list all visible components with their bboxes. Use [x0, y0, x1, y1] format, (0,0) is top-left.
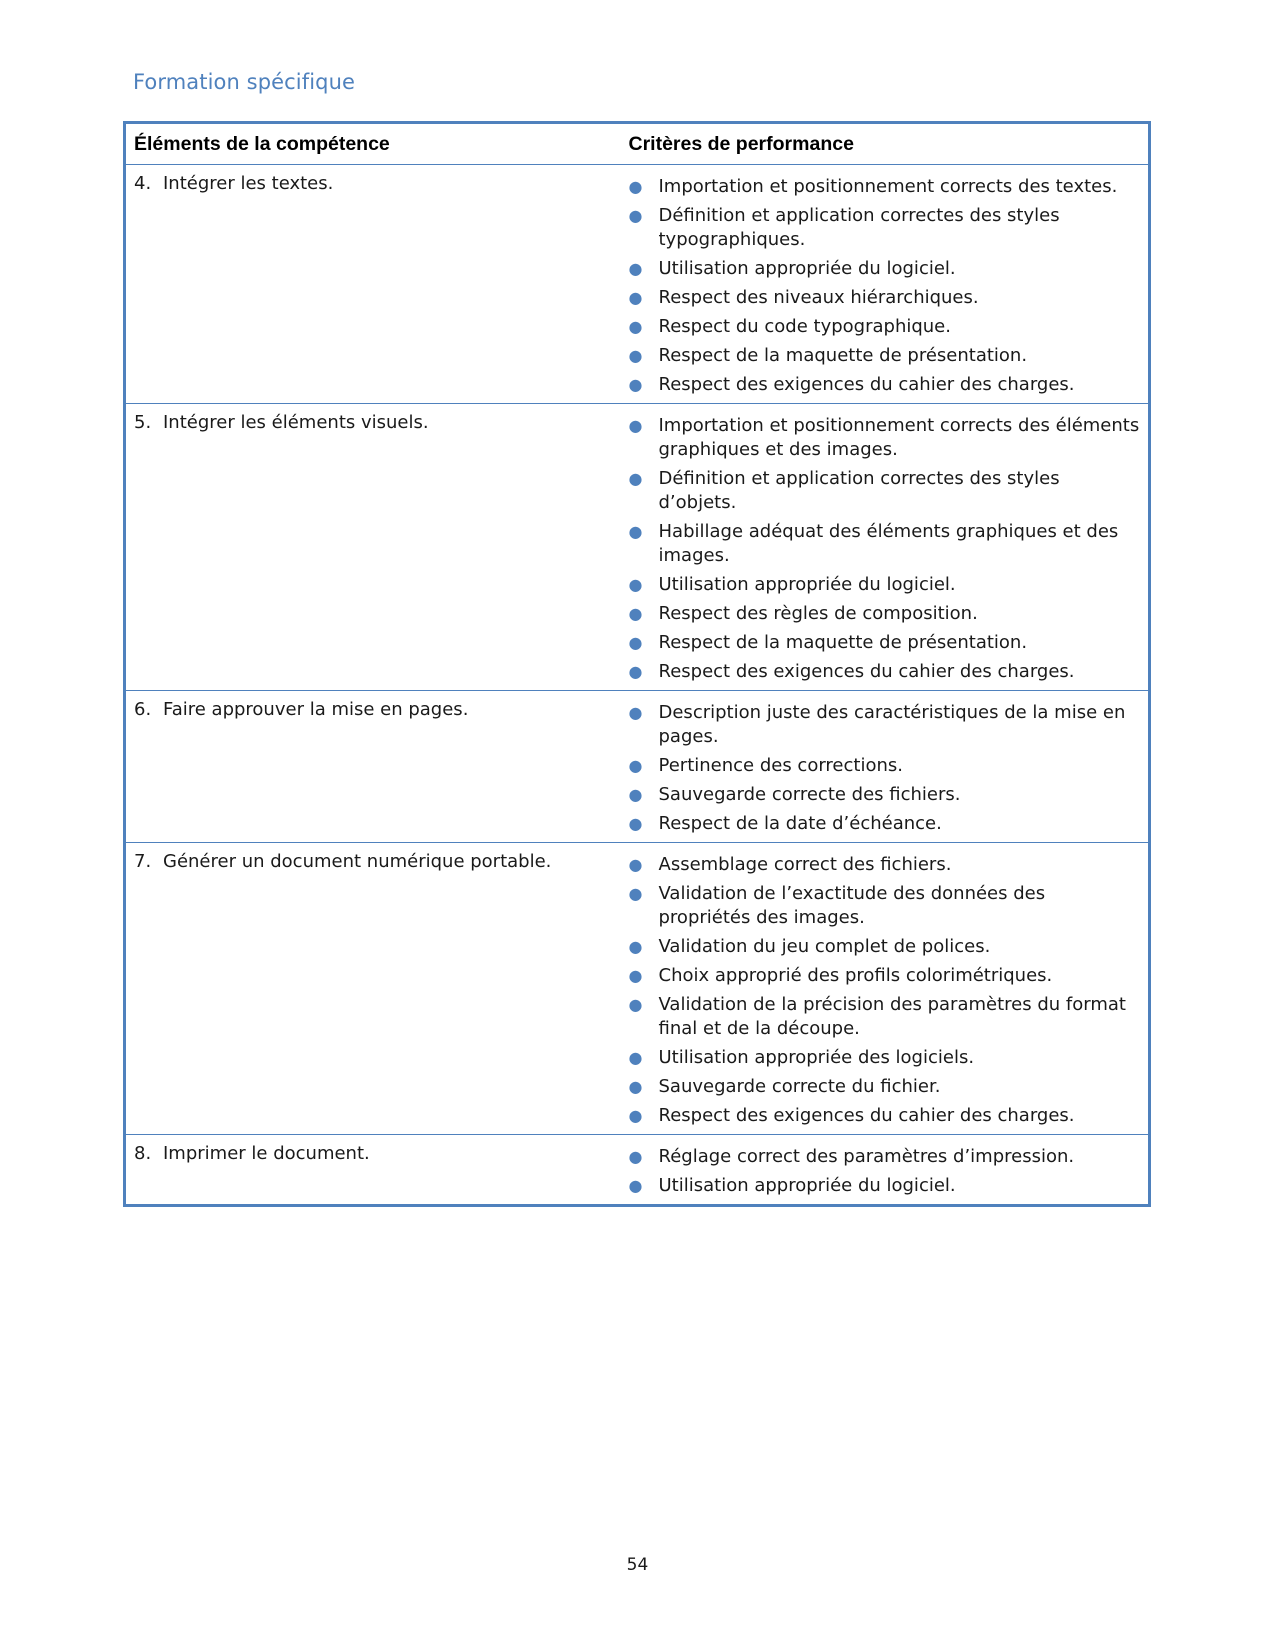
element-cell	[125, 165, 621, 404]
list-item	[629, 520, 1141, 568]
bullet-icon: ●	[628, 995, 643, 1014]
criterion-text: Respect des exigences du cahier des charges.	[658, 1105, 1075, 1126]
criterion-text: Définition et application correctes des styles d’objets.	[658, 468, 1060, 513]
bullet-icon: ●	[628, 814, 643, 833]
criterion-text: Utilisation appropriée du logiciel.	[658, 1175, 956, 1196]
list-item	[629, 631, 1141, 655]
criteria-list	[629, 701, 1141, 836]
bullet-icon: ●	[628, 259, 643, 278]
criterion-text: Respect de la maquette de présentation.	[658, 632, 1028, 653]
element-number: 6.	[134, 699, 152, 720]
element-label: Intégrer les textes.	[163, 173, 334, 194]
element-label: Intégrer les éléments visuels.	[163, 412, 429, 433]
bullet-icon: ●	[628, 346, 643, 365]
list-item	[629, 1174, 1141, 1198]
criterion-text: Utilisation appropriée des logiciels.	[658, 1047, 975, 1068]
list-item	[629, 853, 1141, 877]
element-cell	[125, 1135, 621, 1206]
bullet-icon: ●	[628, 884, 643, 903]
list-item	[629, 1075, 1141, 1099]
list-item	[629, 754, 1141, 778]
list-item	[629, 373, 1141, 397]
bullet-icon: ●	[628, 703, 643, 722]
list-item	[629, 1046, 1141, 1070]
bullet-icon: ●	[628, 416, 643, 435]
criterion-text: Description juste des caractéristiques de la mise en pages.	[658, 702, 1126, 747]
list-item	[629, 414, 1141, 462]
criterion-text: Habillage adéquat des éléments graphiques et des images.	[658, 521, 1119, 566]
criterion-text: Choix approprié des profils colorimétriques.	[658, 965, 1053, 986]
list-item	[629, 964, 1141, 988]
list-item	[629, 1145, 1141, 1169]
bullet-icon: ●	[628, 177, 643, 196]
bullet-icon: ●	[628, 1147, 643, 1166]
table-row	[125, 691, 1150, 843]
criterion-text: Sauvegarde correcte du fichier.	[658, 1076, 941, 1097]
criterion-text: Importation et positionnement corrects des éléments graphiques et des images.	[658, 415, 1140, 460]
criteria-list	[629, 175, 1141, 397]
list-item	[629, 286, 1141, 310]
bullet-icon: ●	[628, 317, 643, 336]
bullet-icon: ●	[628, 756, 643, 775]
criterion-text: Validation de la précision des paramètres du format final et de la découpe.	[658, 994, 1126, 1039]
element-number: 8.	[134, 1143, 152, 1164]
element-cell	[125, 691, 621, 843]
list-item	[629, 993, 1141, 1041]
bullet-icon: ●	[628, 1176, 643, 1195]
criterion-text: Assemblage correct des fichiers.	[658, 854, 952, 875]
criterion-text: Respect de la date d’échéance.	[658, 813, 942, 834]
element-cell	[125, 843, 621, 1135]
list-item	[629, 257, 1141, 281]
bullet-icon: ●	[628, 206, 643, 225]
criterion-text: Utilisation appropriée du logiciel.	[658, 574, 956, 595]
element-number: 7.	[134, 851, 152, 872]
element-label: Faire approuver la mise en pages.	[163, 699, 469, 720]
table-body	[125, 165, 1150, 1206]
bullet-icon: ●	[628, 375, 643, 394]
criterion-text: Utilisation appropriée du logiciel.	[658, 258, 956, 279]
element-cell	[125, 404, 621, 691]
competence-table	[123, 121, 1151, 1207]
criteria-list	[629, 414, 1141, 684]
table-row	[125, 1135, 1150, 1206]
criterion-text: Respect des règles de composition.	[658, 603, 978, 624]
criteria-cell	[621, 691, 1150, 843]
criteria-list	[629, 1145, 1141, 1198]
criteria-cell	[621, 165, 1150, 404]
bullet-icon: ●	[628, 633, 643, 652]
bullet-icon: ●	[628, 1048, 643, 1067]
list-item	[629, 344, 1141, 368]
list-item	[629, 701, 1141, 749]
list-item	[629, 882, 1141, 930]
list-item	[629, 175, 1141, 199]
element-number: 4.	[134, 173, 152, 194]
bullet-icon: ●	[628, 575, 643, 594]
criterion-text: Pertinence des corrections.	[658, 755, 903, 776]
list-item	[629, 467, 1141, 515]
list-item	[629, 573, 1141, 597]
criteria-cell	[621, 843, 1150, 1135]
criterion-text: Définition et application correctes des styles typographiques.	[658, 205, 1060, 250]
criterion-text: Respect des exigences du cahier des charges.	[658, 374, 1075, 395]
list-item	[629, 660, 1141, 684]
criterion-text: Importation et positionnement corrects des textes.	[658, 176, 1118, 197]
criteria-list	[629, 853, 1141, 1128]
bullet-icon: ●	[628, 288, 643, 307]
table-row	[125, 165, 1150, 404]
element-number: 5.	[134, 412, 152, 433]
criterion-text: Respect de la maquette de présentation.	[658, 345, 1028, 366]
header-criteria: Critères de performance	[621, 123, 1150, 165]
criterion-text: Validation de l’exactitude des données des propriétés des images.	[658, 883, 1046, 928]
bullet-icon: ●	[628, 469, 643, 488]
section-title: Formation spécifique	[133, 70, 356, 94]
criteria-cell	[621, 1135, 1150, 1206]
page-number: 54	[626, 1555, 649, 1575]
bullet-icon: ●	[628, 1077, 643, 1096]
bullet-icon: ●	[628, 966, 643, 985]
list-item	[629, 204, 1141, 252]
bullet-icon: ●	[628, 785, 643, 804]
list-item	[629, 783, 1141, 807]
table-row	[125, 404, 1150, 691]
bullet-icon: ●	[628, 662, 643, 681]
element-label: Générer un document numérique portable.	[163, 851, 552, 872]
list-item	[629, 315, 1141, 339]
criterion-text: Sauvegarde correcte des fichiers.	[658, 784, 961, 805]
list-item	[629, 602, 1141, 626]
header-elements: Éléments de la compétence	[125, 123, 621, 165]
criterion-text: Respect des niveaux hiérarchiques.	[658, 287, 979, 308]
list-item	[629, 1104, 1141, 1128]
list-item	[629, 812, 1141, 836]
table-row	[125, 843, 1150, 1135]
bullet-icon: ●	[628, 855, 643, 874]
bullet-icon: ●	[628, 1106, 643, 1125]
bullet-icon: ●	[628, 522, 643, 541]
criterion-text: Validation du jeu complet de polices.	[658, 936, 991, 957]
criteria-cell	[621, 404, 1150, 691]
criterion-text: Respect des exigences du cahier des charges.	[658, 661, 1075, 682]
table-header-row	[125, 123, 1150, 165]
element-label: Imprimer le document.	[163, 1143, 370, 1164]
criterion-text: Respect du code typographique.	[658, 316, 951, 337]
bullet-icon: ●	[628, 937, 643, 956]
list-item	[629, 935, 1141, 959]
bullet-icon: ●	[628, 604, 643, 623]
criterion-text: Réglage correct des paramètres d’impression.	[658, 1146, 1075, 1167]
